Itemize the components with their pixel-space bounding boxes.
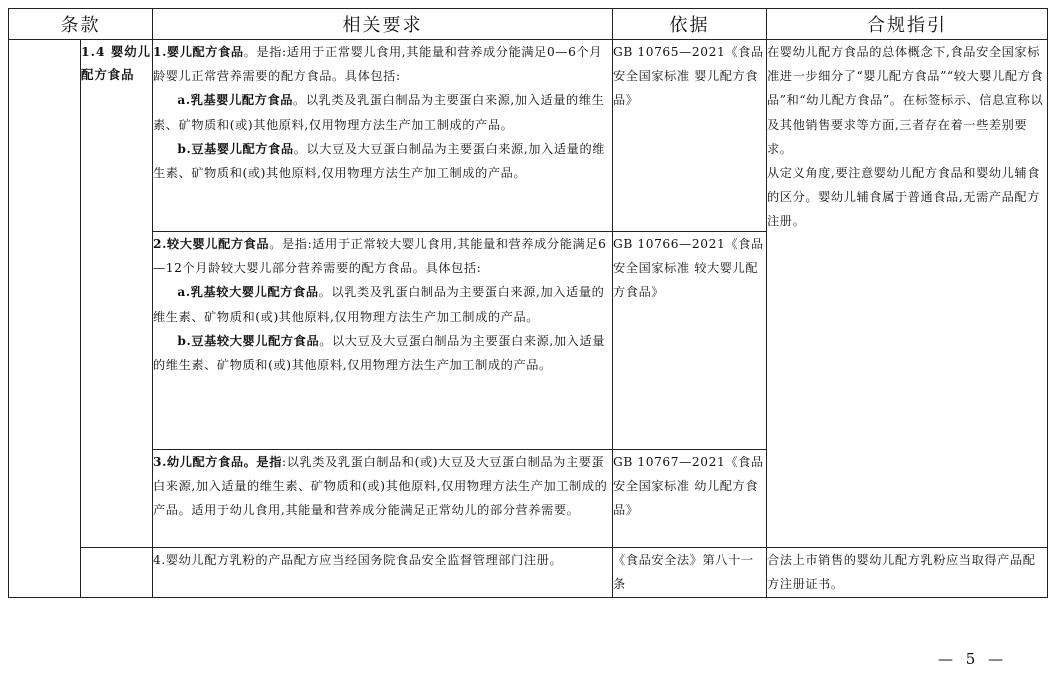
table-row bbox=[9, 548, 1048, 598]
requirement-cell bbox=[153, 548, 613, 598]
table-row bbox=[9, 40, 1048, 232]
subitem-title: b.豆基较大婴儿配方食品 bbox=[177, 333, 320, 348]
guidance-cell bbox=[767, 40, 1048, 548]
header-row bbox=[9, 9, 1048, 40]
requirement-cell bbox=[153, 450, 613, 548]
header-basis: 依据 bbox=[613, 9, 767, 40]
subitem-text: 。以乳类及乳蛋白制品为主要蛋白来源,加入适量的维生素、矿物质和(或)其他原料,仅用物理方法生产加工制成的产品。 bbox=[153, 93, 605, 132]
header-guidance: 合规指引 bbox=[767, 9, 1048, 40]
guidance-paragraph: 从定义角度,要注意婴幼儿配方食品和婴幼儿辅食的区分。婴幼儿辅食属于普通食品,无需产品配方注册。 bbox=[767, 166, 1041, 229]
requirement-intro: 。是指:适用于正常婴儿食用,其能量和营养成分能满足0—6个月龄婴儿正常营养需要的配方食品。具体包括: bbox=[153, 45, 603, 84]
basis-cell: 《食品安全法》第八十一条 bbox=[613, 548, 767, 598]
basis-cell: GB 10765—2021《食品安全国家标准 婴儿配方食品》 bbox=[613, 40, 767, 232]
blank-left-cell bbox=[9, 40, 81, 598]
basis-cell: GB 10766—2021《食品安全国家标准 较大婴儿配方食品》 bbox=[613, 232, 767, 450]
subitem-title: b.豆基婴儿配方食品 bbox=[177, 141, 294, 156]
subitem-text: 。以乳类及乳蛋白制品为主要蛋白来源,加入适量的维生素、矿物质和(或)其他原料,仅用物理方法生产加工制成的产品。 bbox=[153, 285, 605, 324]
guidance-cell: 合法上市销售的婴幼儿配方乳粉应当取得产品配方注册证书。 bbox=[767, 548, 1048, 598]
requirement-intro: :以乳类及乳蛋白制品和(或)大豆及大豆蛋白制品为主要蛋白来源,加入适量的维生素、矿物质和(或)其他原料,仅用物理方法生产加工制成的产品。适用于幼儿食用,其能量和营养成分能满足正常幼儿的部分营养需要。 bbox=[153, 455, 608, 518]
clause-label: 1.4 婴幼儿配方食品 bbox=[81, 40, 153, 548]
subitem-title: a.乳基婴儿配方食品 bbox=[177, 93, 294, 108]
requirement-cell bbox=[153, 40, 613, 232]
basis-cell: GB 10767—2021《食品安全国家标准 幼儿配方食品》 bbox=[613, 450, 767, 548]
guidance-paragraph: 在婴幼儿配方食品的总体概念下,食品安全国家标准进一步细分了“婴儿配方食品”“较大婴儿配方食品”和“幼儿配方食品”。在标签标示、信息宣称以及其他销售要求等方面,三者存在着一些差别要求。 bbox=[767, 45, 1044, 156]
header-requirements: 相关要求 bbox=[153, 9, 613, 40]
subitem-title: a.乳基较大婴儿配方食品 bbox=[177, 285, 319, 300]
header-clause: 条款 bbox=[9, 9, 153, 40]
requirement-title: 3.幼儿配方食品。是指 bbox=[153, 455, 283, 469]
blank-clause-cell bbox=[81, 548, 153, 598]
subitem-text: 。以大豆及大豆蛋白制品为主要蛋白来源,加入适量的维生素、矿物质和(或)其他原料,仅用物理方法生产加工制成的产品。 bbox=[153, 333, 606, 373]
regulation-table bbox=[8, 8, 1048, 598]
page-number: — 5 — bbox=[938, 650, 1008, 668]
requirement-intro: 。是指:适用于正常较大婴儿食用,其能量和营养成分能满足6—12个月龄较大婴儿部分营养需要的配方食品。具体包括: bbox=[153, 237, 607, 276]
requirement-title: 2.较大婴儿配方食品 bbox=[153, 237, 270, 251]
requirement-cell bbox=[153, 232, 613, 450]
subitem-text: 。以大豆及大豆蛋白制品为主要蛋白来源,加入适量的维生素、矿物质和(或)其他原料,仅用物理方法生产加工制成的产品。 bbox=[153, 141, 606, 181]
requirement-title: 1.婴儿配方食品 bbox=[153, 45, 244, 59]
requirement-text: 4.婴幼儿配方乳粉的产品配方应当经国务院食品安全监督管理部门注册。 bbox=[153, 553, 563, 567]
